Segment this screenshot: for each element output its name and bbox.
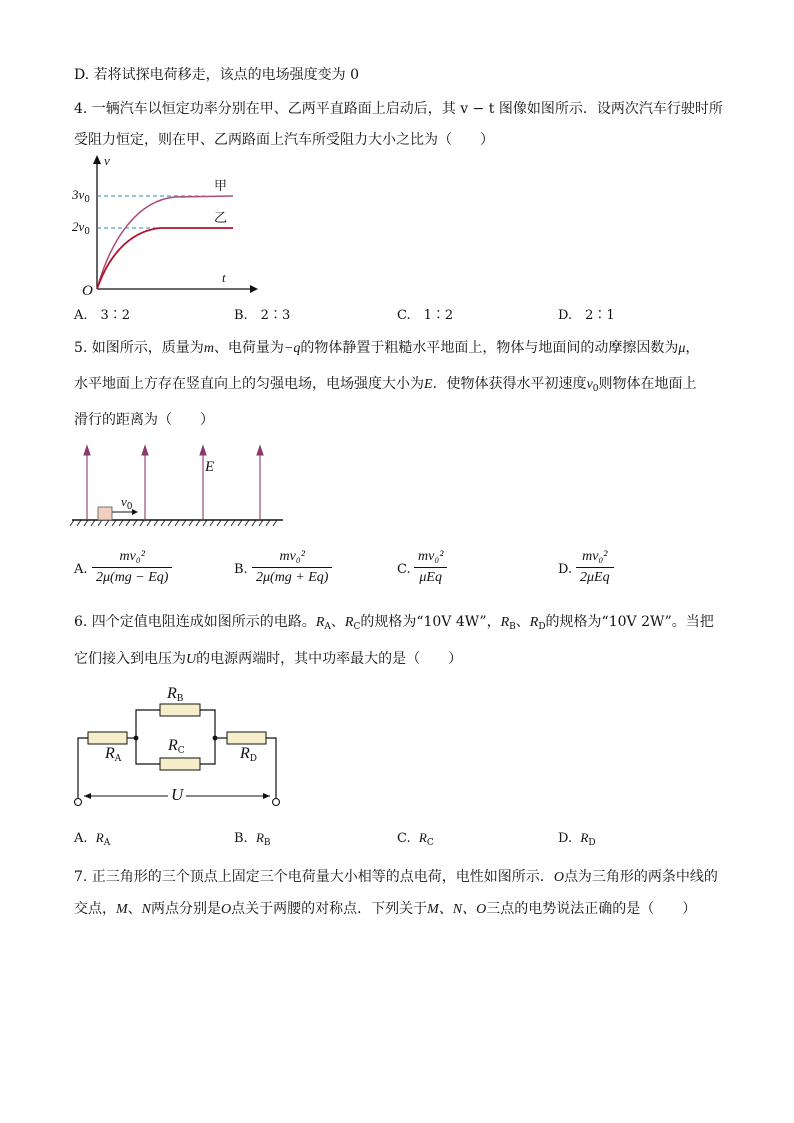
q6-wire-node-up [136,710,160,738]
q4-x-axis-label: t [222,270,226,285]
q6-option-d[interactable]: D. $R_D$ [558,830,596,848]
q6-resistor-ra [88,732,127,744]
q6-label-rc: $R_C$ [168,737,185,756]
q4-text-line1: 4. 一辆汽车以恒定功率分别在甲、乙两平直路面上启动后，其 v − t 图像如图所示．设两次汽车行驶时所 [74,101,723,117]
q5-text-line3: 滑行的距离为（ ） [74,412,214,428]
q6-label-rd: $R_D$ [240,745,257,764]
q4-y-tick-3v0: $3v_0$ [72,187,91,205]
q5-option-c-letter[interactable]: C. [397,562,411,577]
q4-y-tick-2v0: $2v_0$ [72,219,91,237]
q6-label-u: U [171,785,184,804]
q6-wire-left [78,738,88,800]
q5-text-line1: 5. 如图所示，质量为m、电荷量为−q的物体静置于粗糙水平地面上，物体与地面间的动摩擦因数为μ， [74,340,700,356]
q7-text-line1: 7. 正三角形的三个顶点上固定三个电荷量大小相等的点电荷，电性如图所示．O点为三角形的两条中线的 [74,869,718,885]
q5-velocity-label: $v_0$ [121,494,133,512]
q5-option-b-formula[interactable]: $\frac{\text{mv₀²}}{2\mu(mg + Eq)}$ [252,548,332,588]
q6-wire-node-down [136,738,160,764]
q4-text-line2: 受阻力恒定，则在甲、乙两路面上汽车所受阻力大小之比为（ ） [74,132,494,148]
q6-wire-rb-right [200,710,215,738]
q6-voltage-arrow-right [263,793,270,799]
q6-junction-right [213,736,218,741]
q6-junction-left [134,736,139,741]
q4-option-d[interactable]: D. 2∶1 [558,308,615,323]
q5-field-label: E [205,459,215,475]
q4-label-jia: 甲 [214,179,228,194]
q5-option-a-formula[interactable]: $\frac{\text{mv₀²}}{2\mu(mg - Eq)}$ [92,548,172,588]
q6-wire-rc-right [200,738,215,764]
q5-option-d-letter[interactable]: D. [558,562,573,577]
q6-label-ra: $R_A$ [105,745,122,764]
q4-option-c[interactable]: C. 1∶2 [397,308,454,323]
q6-voltage-arrow-left [84,793,91,799]
q4-option-a[interactable]: A. 3∶2 [74,308,131,323]
q6-text-line2: 它们接入到电压为U的电源两端时，其中功率最大的是（ ） [74,651,463,667]
q6-terminal-right [273,799,280,806]
q6-option-a[interactable]: A. $R_A$ [74,830,111,848]
q5-option-a-letter[interactable]: A. [74,562,88,577]
q5-option-b-letter[interactable]: B. [234,562,248,577]
q4-label-yi: 乙 [214,211,228,226]
q6-option-b[interactable]: B. $R_B$ [234,830,271,848]
q7-text-line2: 交点，M、N两点分别是O点关于两腰的对称点．下列关于M、N、O三点的电势说法正确的是（ ） [74,901,697,917]
q5-text-line2: 水平地面上方存在竖直向上的匀强电场，电场强度大小为E．使物体获得水平初速度$v_0$则物体在地面上 [74,376,697,394]
q5-option-d-formula[interactable]: mv₀² 2μEq [576,548,614,588]
q4-origin-label: O [82,283,93,299]
q6-terminal-left [75,799,82,806]
q6-label-rb: $R_B$ [167,685,184,704]
q5-option-c-formula[interactable]: mv₀² μEq [414,548,447,588]
q3-option-d: D. 若将试探电荷移走，该点的电场强度变为 0 [74,67,359,83]
q6-option-c[interactable]: C. $R_C$ [397,830,434,848]
q6-resistor-rd [227,732,266,744]
q4-option-b[interactable]: B. 2∶3 [234,308,291,323]
q6-text-line1: 6. 四个定值电阻连成如图所示的电路。$R_A$、$R_C$的规格为“10V 4W”，$R_B$、$R_D$的规格为“10V 2W”。当把 [74,614,714,632]
q6-wire-right [266,738,276,800]
q4-y-axis-label: v [104,153,110,168]
